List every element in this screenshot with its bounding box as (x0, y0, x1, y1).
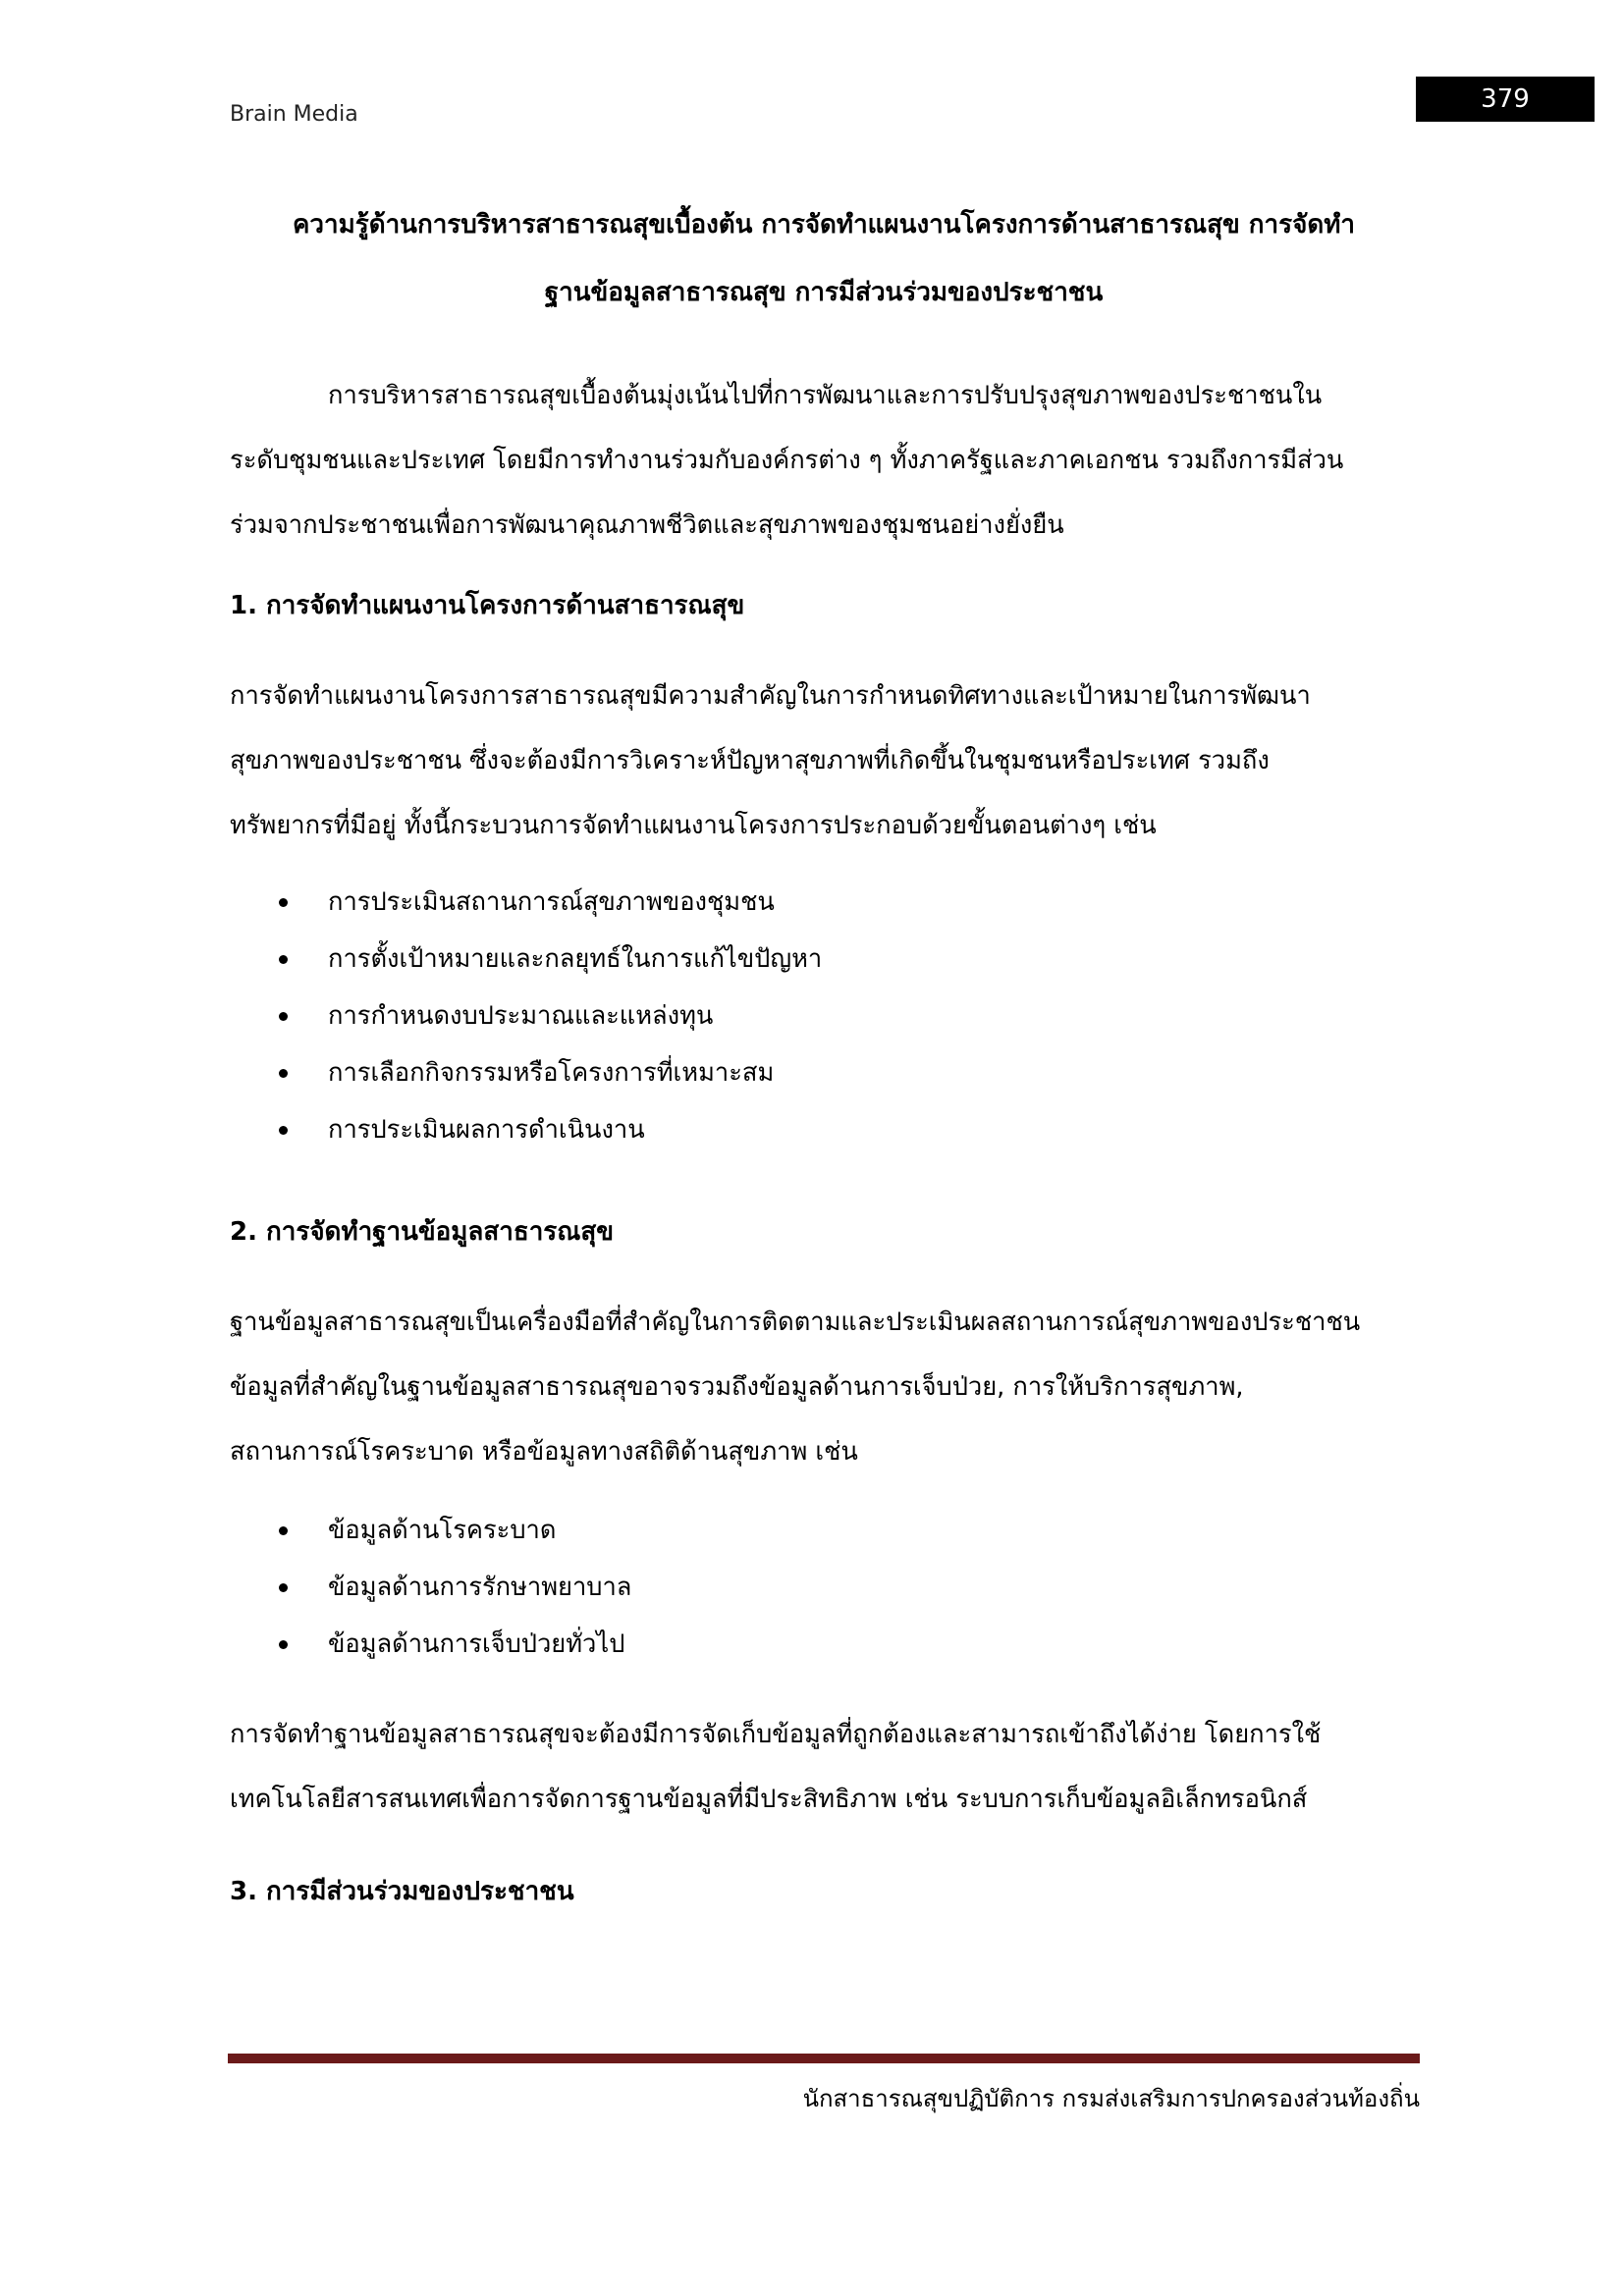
section-2-closing-line: เทคโนโลยีสารสนเทศเพื่อการจัดการฐานข้อมูลที่มีประสิทธิภาพ เช่น ระบบการเก็บข้อมูลอิเล็กทรอนิกส์ (230, 1785, 1308, 1814)
document-title-line-2: ฐานข้อมูลสาธารณสุข การมีส่วนร่วมของประชาชน (544, 278, 1104, 307)
list-item (275, 1107, 822, 1164)
brand-label: Brain Media (230, 102, 358, 127)
bullet-icon (279, 1526, 288, 1535)
bullet-icon (279, 1583, 288, 1592)
footer-text: นักสาธารณสุขปฏิบัติการ กรมส่งเสริมการปกครองส่วนท้องถิ่น (802, 2085, 1420, 2112)
intro-line: การบริหารสาธารณสุขเบื้องต้นมุ่งเน้นไปที่การพัฒนาและการปรับปรุงสุขภาพของประชาชนใน (328, 381, 1323, 410)
list-item (275, 1508, 631, 1565)
list-item-text: การตั้งเป้าหมายและกลยุทธ์ในการแก้ไขปัญหา (328, 944, 823, 974)
section-1-line: ทรัพยากรที่มีอยู่ ทั้งนี้กระบวนการจัดทำแผนงานโครงการประกอบด้วยขั้นตอนต่างๆ เช่น (230, 811, 1157, 840)
list-item (275, 880, 822, 936)
bullet-icon (279, 1069, 288, 1078)
list-item-text: การประเมินสถานการณ์สุขภาพของชุมชน (328, 887, 775, 917)
list-item (275, 1565, 631, 1622)
list-item-text: การประเมินผลการดำเนินงาน (328, 1115, 645, 1145)
document-title-line-1: ความรู้ด้านการบริหารสาธารณสุขเบื้องต้น การจัดทำแผนงานโครงการด้านสาธารณสุข การจัดทำ (293, 210, 1355, 240)
page-number: 379 (1416, 77, 1595, 122)
section-3-heading: 3. การมีส่วนร่วมของประชาชน (230, 1877, 574, 1906)
intro-line: ร่วมจากประชาชนเพื่อการพัฒนาคุณภาพชีวิตและสุขภาพของชุมชนอย่างยั่งยืน (230, 510, 1064, 540)
bullet-icon (279, 955, 288, 964)
section-1-bullet-list (275, 880, 822, 1164)
list-item-text: การกำหนดงบประมาณและแหล่งทุน (328, 1001, 714, 1031)
section-2-line: ฐานข้อมูลสาธารณสุขเป็นเครื่องมือที่สำคัญในการติดตามและประเมินผลสถานการณ์สุขภาพของประชาชน (230, 1308, 1361, 1337)
list-item (275, 993, 822, 1050)
list-item (275, 1622, 631, 1679)
footer-rule (228, 2054, 1420, 2063)
bullet-icon (279, 1126, 288, 1135)
section-1-paragraph (230, 671, 1418, 866)
list-item (275, 936, 822, 993)
section-2-closing-paragraph (230, 1710, 1418, 1840)
bullet-icon (279, 898, 288, 907)
section-2-bullet-list (275, 1508, 631, 1679)
section-2-heading: 2. การจัดทำฐานข้อมูลสาธารณสุข (230, 1217, 615, 1247)
bullet-icon (279, 1012, 288, 1021)
bullet-icon (279, 1640, 288, 1649)
intro-paragraph (230, 371, 1418, 565)
list-item (275, 1050, 822, 1107)
list-item-text: ข้อมูลด้านโรคระบาด (328, 1516, 557, 1545)
list-item-text: ข้อมูลด้านการเจ็บป่วยทั่วไป (328, 1629, 625, 1659)
section-1-heading: 1. การจัดทำแผนงานโครงการด้านสาธารณสุข (230, 591, 745, 620)
section-1-line: การจัดทำแผนงานโครงการสาธารณสุขมีความสำคัญในการกำหนดทิศทางและเป้าหมายในการพัฒนา (230, 681, 1311, 711)
section-1-line: สุขภาพของประชาชน ซึ่งจะต้องมีการวิเคราะห์ปัญหาสุขภาพที่เกิดขึ้นในชุมชนหรือประเทศ รวมถึง (230, 746, 1270, 775)
section-2-paragraph (230, 1298, 1418, 1492)
list-item-text: การเลือกกิจกรรมหรือโครงการที่เหมาะสม (328, 1058, 775, 1088)
section-2-line: สถานการณ์โรคระบาด หรือข้อมูลทางสถิติด้านสุขภาพ เช่น (230, 1437, 858, 1467)
list-item-text: ข้อมูลด้านการรักษาพยาบาล (328, 1573, 632, 1602)
section-2-closing-line: การจัดทำฐานข้อมูลสาธารณสุขจะต้องมีการจัดเก็บข้อมูลที่ถูกต้องและสามารถเข้าถึงได้ง่าย โดยการใช้ (230, 1720, 1322, 1749)
section-2-line: ข้อมูลที่สำคัญในฐานข้อมูลสาธารณสุขอาจรวมถึงข้อมูลด้านการเจ็บป่วย, การให้บริการสุขภาพ, (230, 1372, 1244, 1402)
intro-line: ระดับชุมชนและประเทศ โดยมีการทำงานร่วมกับองค์กรต่าง ๆ ทั้งภาครัฐและภาคเอกชน รวมถึงการมีส่วน (230, 446, 1344, 475)
